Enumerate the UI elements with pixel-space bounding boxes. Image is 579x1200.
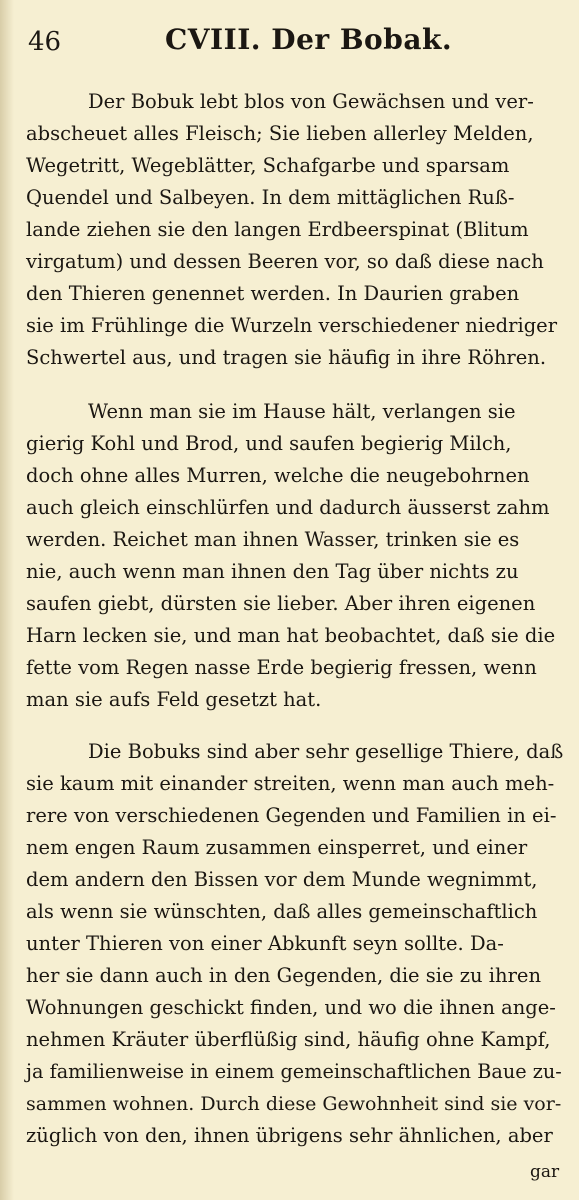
text-line: werden. Reichet man ihnen Wasser, trinken sie es [26,528,520,551]
text-line: sie kaum mit einander streiten, wenn man auch meh- [26,772,555,795]
text-line: abscheuet alles Fleisch; Sie lieben allerley Melden, [26,122,534,145]
text-line: ja familienweise in einem gemeinschaftlichen Baue zu- [26,1060,562,1083]
page-number: 46 [28,27,62,57]
text-line: doch ohne alles Murren, welche die neugebohrnen [26,464,530,487]
text-line: virgatum) und dessen Beeren vor, so daß diese nach [26,250,544,273]
running-head: CVIII. Der Bobak. [165,23,453,56]
catchword: gar [530,1162,560,1182]
text-line: als wenn sie wünschten, daß alles gemeinschaftlich [26,900,538,923]
text-line: auch gleich einschlürfen und dadurch äusserst zahm [26,496,550,519]
text-line: Wenn man sie im Hause hält, verlangen sie [88,400,516,423]
text-line: rere von verschiedenen Gegenden und Familien in ei- [26,804,557,827]
text-line: saufen giebt, dürsten sie lieber. Aber ihren eigenen [26,592,536,615]
text-line: züglich von den, ihnen übrigens sehr ähnlichen, aber [26,1124,553,1147]
text-line: Quendel und Salbeyen. In dem mittäglichen Ruß- [26,186,515,209]
text-line: dem andern den Bissen vor dem Munde wegnimmt, [26,868,538,891]
text-line: Wegetritt, Wegeblätter, Schafgarbe und sparsam [26,154,510,177]
text-line: fette vom Regen nasse Erde begierig fressen, wenn [26,656,537,679]
text-line: Harn lecken sie, und man hat beobachtet, daß sie die [26,624,556,647]
gutter-shadow [0,0,14,1200]
text-line: nehmen Kräuter überflüßig sind, häufig ohne Kampf, [26,1028,551,1051]
text-line: Der Bobuk lebt blos von Gewächsen und ver- [88,90,534,113]
text-line: Schwertel aus, und tragen sie häufig in ihre Röhren. [26,346,547,369]
text-line: her sie dann auch in den Gegenden, die sie zu ihren [26,964,542,987]
text-line: man sie aufs Feld gesetzt hat. [26,688,322,711]
text-line: sie im Frühlinge die Wurzeln verschiedener niedriger [26,314,558,337]
text-line: nem engen Raum zusammen einsperret, und einer [26,836,528,859]
text-line: lande ziehen sie den langen Erdbeerspinat (Blitum [26,218,529,241]
text-line: Die Bobuks sind aber sehr gesellige Thiere, daß [88,740,564,763]
text-line: sammen wohnen. Durch diese Gewohnheit sind sie vor- [26,1093,562,1115]
text-line: unter Thieren von einer Abkunft seyn sollte. Da- [26,932,504,955]
text-line: nie, auch wenn man ihnen den Tag über nichts zu [26,560,519,583]
text-line: gierig Kohl und Brod, und saufen begierig Milch, [26,432,512,455]
text-line: Wohnungen geschickt finden, und wo die ihnen ange- [26,996,556,1019]
text-line: den Thieren genennet werden. In Daurien graben [26,282,520,305]
